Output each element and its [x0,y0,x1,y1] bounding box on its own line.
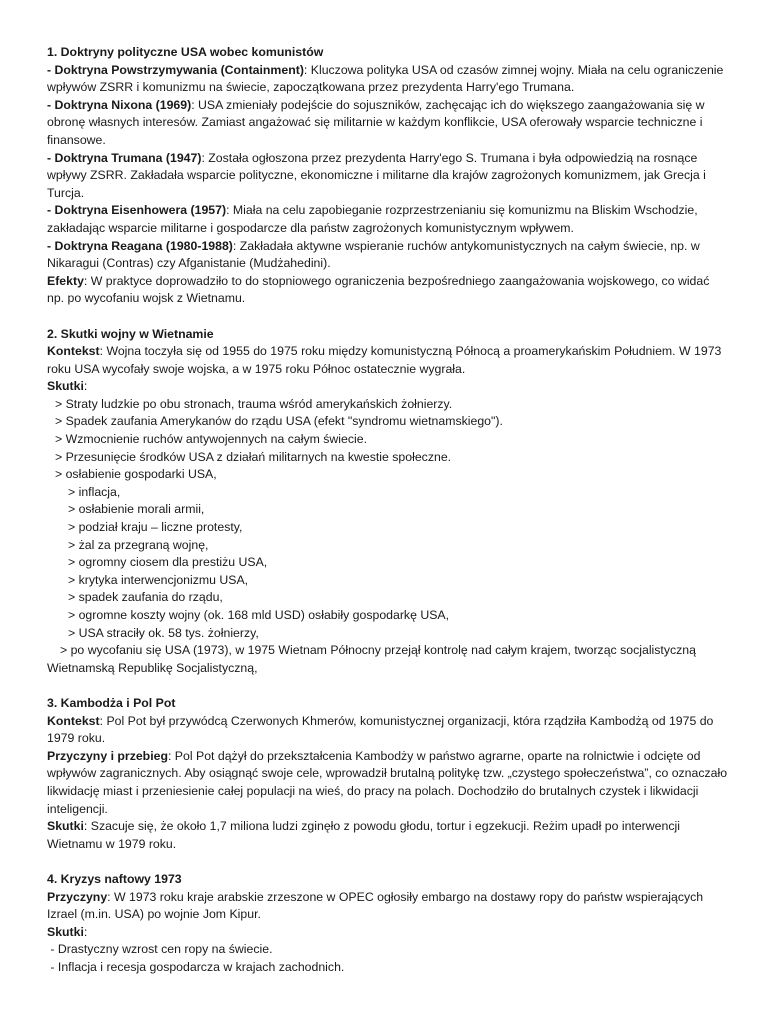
section-title: 2. Skutki wojny w Wietnamie [47,326,214,341]
effects-paragraph: Efekty: W praktyce doprowadziło to do stopniowego ograniczenia bezpośredniego zaangażowania wojskowego, co widać np. po wycofaniu wojsk z Wietnamu. [47,273,710,306]
effects-heading: Skutki: [47,924,88,939]
sub-effect-item: > spadek zaufania do rządu, [68,590,223,605]
effect-item: - Inflacja i recesja gospodarcza w krajach zachodnich. [47,959,345,974]
sub-effect-item: > krytyka interwencjonizmu USA, [68,572,249,587]
effect-item: - Drastyczny wzrost cen ropy na świecie. [47,942,273,957]
section-doctrines [47,44,728,308]
doctrine-item: - Doktryna Trumana (1947): Została ogłoszona przez prezydenta Harry'ego S. Trumana i była odpowiedzią na rosnące wpływy ZSRR. Zakładała wsparcie polityczne, ekonomiczne i militarne dla krajów zagrożonych komunizmem, jak Grecja i Turcja. [47,150,706,200]
section-cambodia [47,695,728,853]
section-oil-crisis [47,871,728,977]
effects-paragraph: Skutki: Szacuje się, że około 1,7 miliona ludzi zginęło z powodu głodu, tortur i egzekucji. Reżim upadł po interwencji Wietnamu w 1979 roku. [47,819,680,851]
sub-effect-item: > inflacja, [68,484,121,499]
section-vietnam [47,326,728,678]
effects-heading: Skutki: [47,379,88,394]
doctrine-item: - Doktryna Eisenhowera (1957): Miała na celu zapobieganie rozprzestrzenianiu się komunizmu na Bliskim Wschodzie, zakładając wsparcie militarne i gospodarcze dla państw zagrożonych komunistycznym wpływem. [47,203,698,235]
final-effect-item: > po wycofaniu się USA (1973), w 1975 Wietnam Północny przejął kontrolę nad całym krajem, tworząc socjalistyczną Wietnamską Republikę Socjalistyczną, [47,643,696,675]
effect-item: > Przesunięcie środków USA z działań militarnych na kwestie społeczne. [55,449,452,464]
doctrine-item: - Doktryna Nixona (1969): USA zmieniały podejście do sojuszników, zachęcając ich do większego zaangażowania się w obronę własnych interesów. Zamiast angażować się militarnie w każdym konflikcie, USA oferowały wsparcie techniczne i finansowe. [47,97,705,147]
section-title: 3. Kambodża i Pol Pot [47,695,176,710]
sub-effect-item: > USA straciły ok. 58 tys. żołnierzy, [68,625,259,640]
causes-paragraph: Przyczyny: W 1973 roku kraje arabskie zrzeszone w OPEC ogłosiły embargo na dostawy ropy do państw wspierających Izrael (m.in. USA) po wojnie Jom Kipur. [47,889,704,922]
section-title: 1. Doktryny polityczne USA wobec komunistów [47,45,324,59]
doctrine-item: - Doktryna Powstrzymywania (Containment): Kluczowa polityka USA od czasów zimnej wojny. Miała na celu ograniczenie wpływów ZSRR i komunizmu na świecie, zapoczątkowana przez prezydenta Harry'ego Trumana. [47,62,724,95]
sub-effect-item: > ogromne koszty wojny (ok. 168 mld USD) osłabiły gospodarkę USA, [68,608,450,622]
doctrine-item: - Doktryna Reagana (1980-1988): Zakładała aktywne wspieranie ruchów antykomunistycznych na całym świecie, np. w Nikaragui (Contras) czy Afganistanie (Mudżahedini). [47,238,700,271]
effect-item: > Wzmocnienie ruchów antywojennych na całym świecie. [55,432,367,447]
sub-effect-item: > podział kraju – liczne protesty, [68,520,243,535]
sub-effect-item: > żal za przegraną wojnę, [68,537,209,552]
effect-item: > Straty ludzkie po obu stronach, trauma wśród amerykańskich żołnierzy. [55,396,453,411]
effect-item: > osłabienie gospodarki USA, [55,467,217,482]
context-paragraph: Kontekst: Pol Pot był przywódcą Czerwonych Khmerów, komunistycznej organizacji, która rządziła Kambodżą od 1975 do 1979 roku. [47,713,714,746]
section-title: 4. Kryzys naftowy 1973 [47,871,182,886]
context-paragraph: Kontekst: Wojna toczyła się od 1955 do 1975 roku między komunistyczną Północą a proamerykańskim Południem. W 1973 roku USA wycofały swoje wojska, a w 1975 roku Północ ostatecznie wygrała. [47,344,722,376]
effect-item: > Spadek zaufania Amerykanów do rządu USA (efekt "syndromu wietnamskiego"). [55,414,503,429]
causes-paragraph: Przyczyny i przebieg: Pol Pot dążył do przekształcenia Kambodży w państwo agrarne, oparte na rolnictwie i odcięte od wpływów zagranicznych. Aby osiągnąć swoje cele, wprowadził brutalną politykę tzw. „czystego społeczeństwa”, co oznaczało likwidację miast i przeniesienie całej populacji na wieś, do pracy na polach. Dochodziło do brutalnych czystek i likwidacji inteligencji. [47,748,728,816]
sub-effect-item: > ogromny ciosem dla prestiżu USA, [68,555,268,570]
sub-effect-item: > osłabienie morali armii, [68,502,205,517]
